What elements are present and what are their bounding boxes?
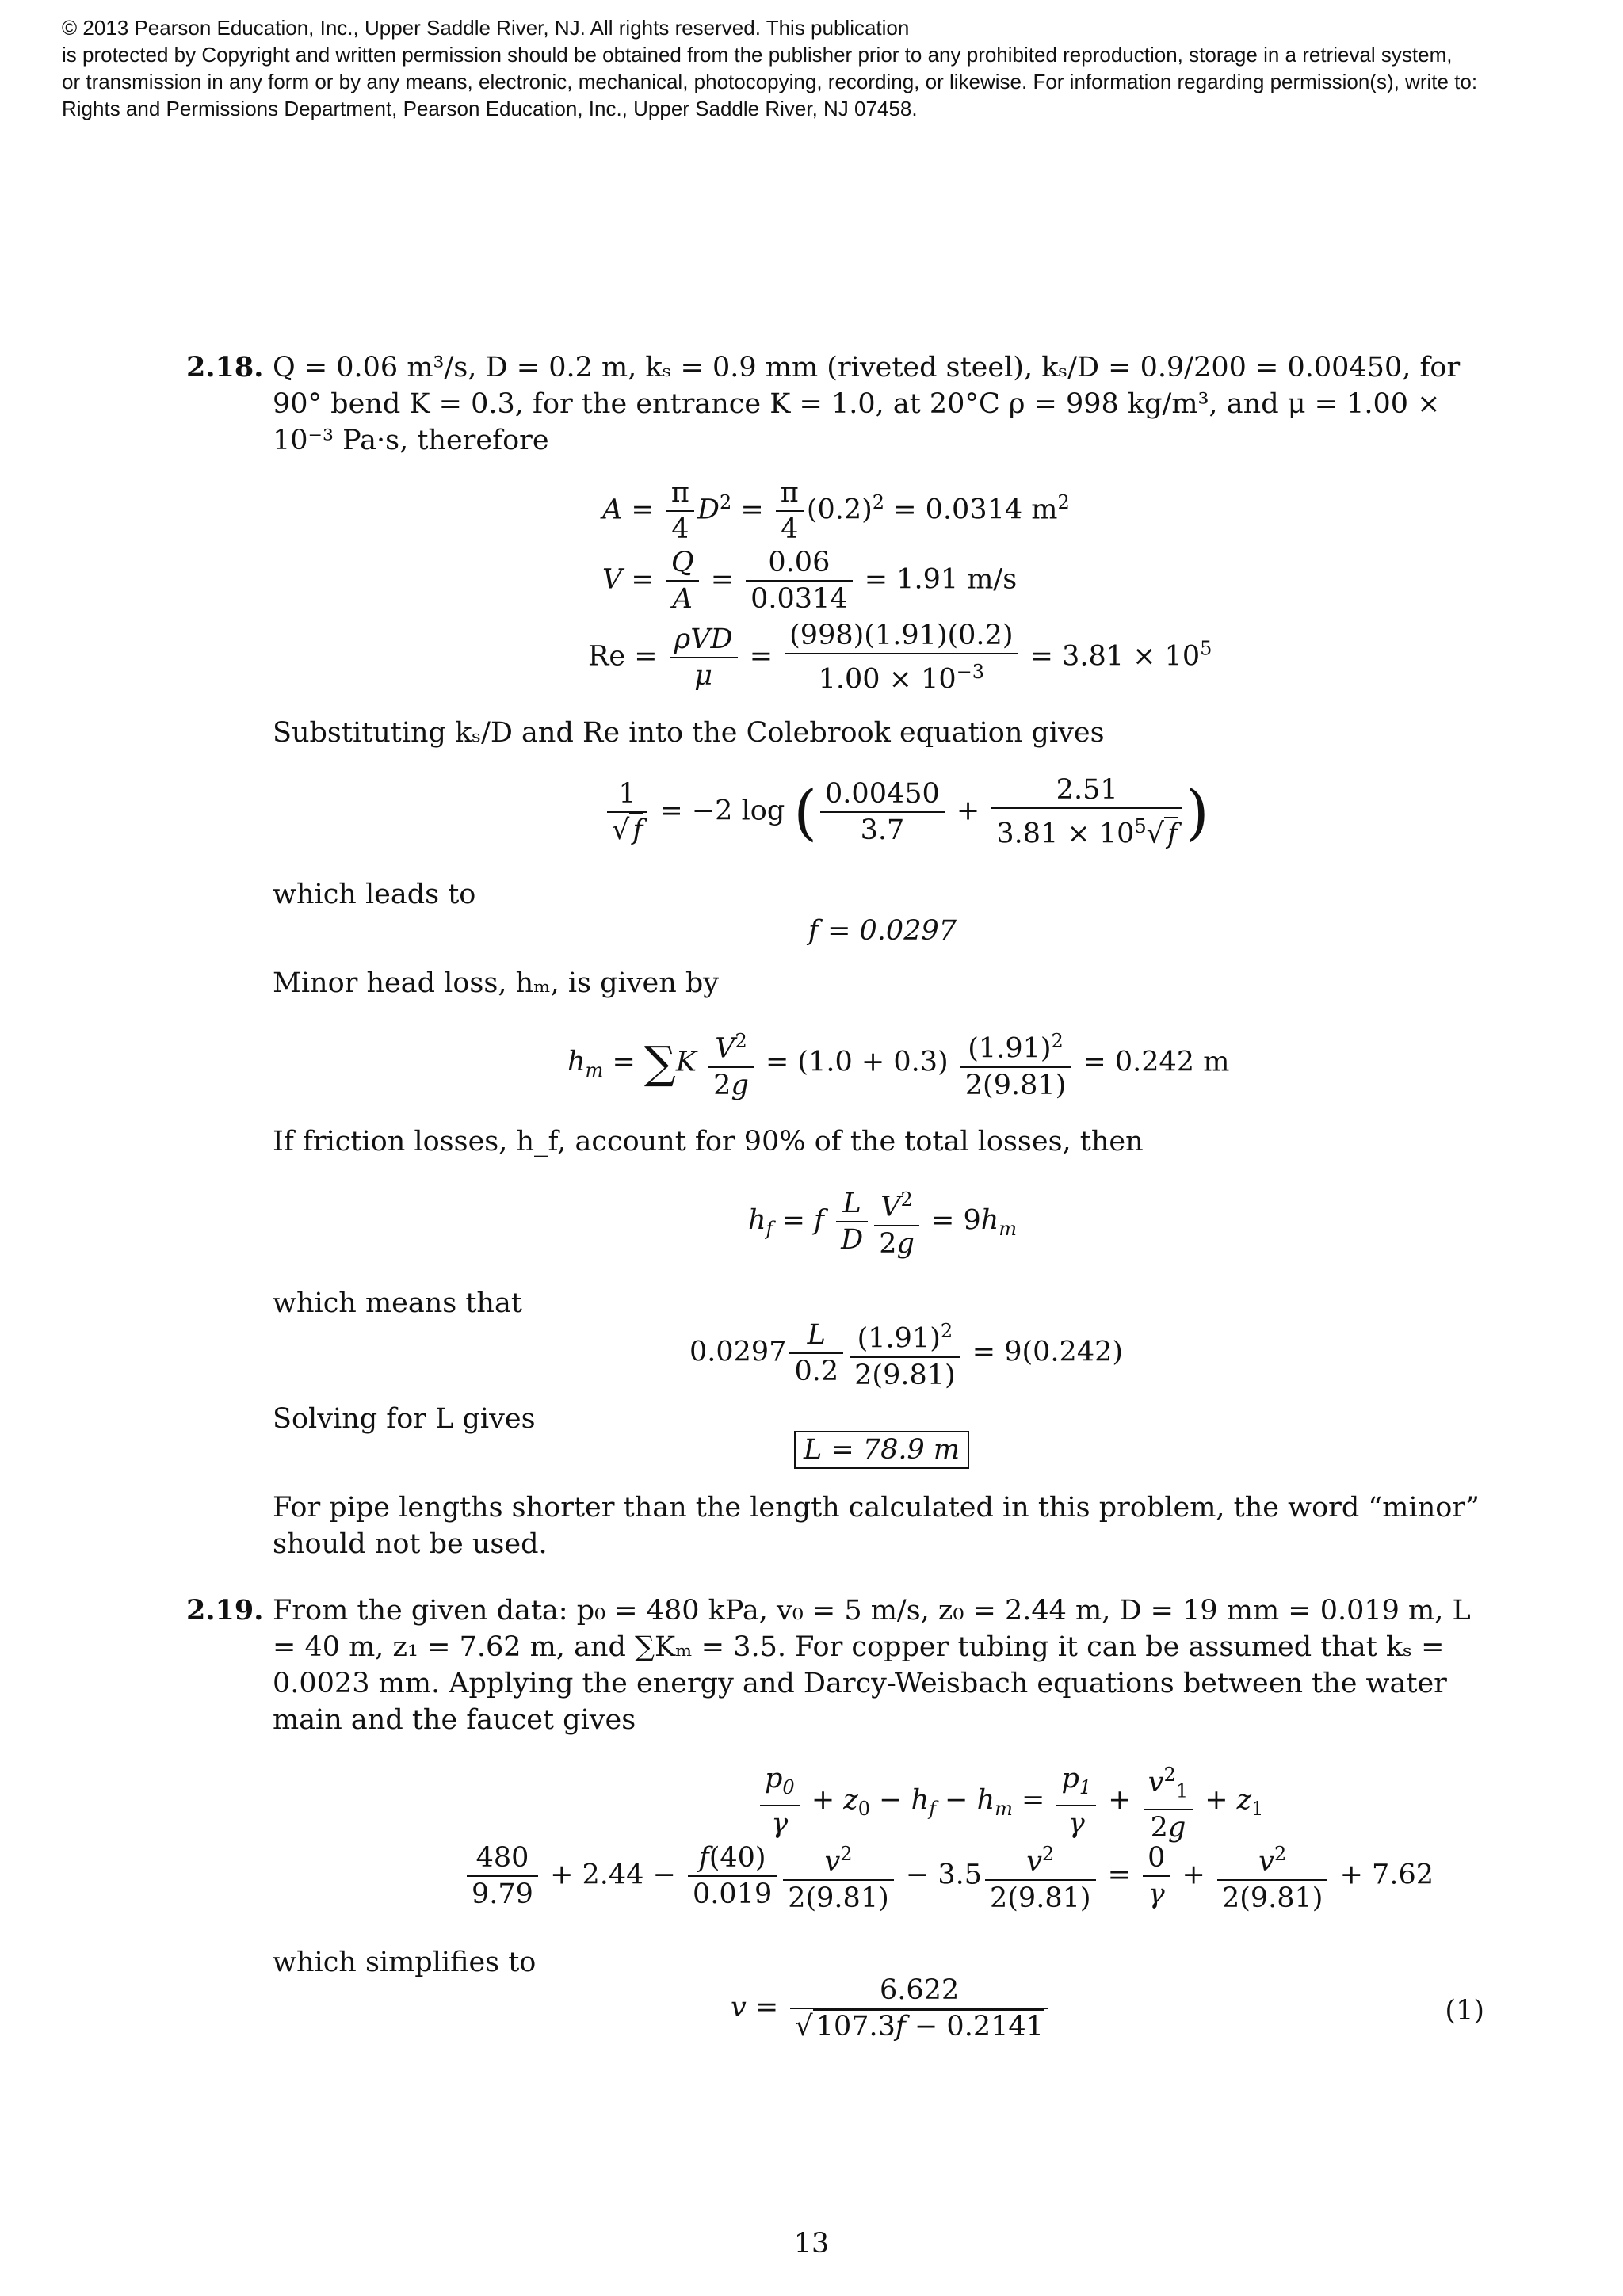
solving-text: Solving for L gives [273, 1403, 536, 1435]
length-equation: 0.0297 $\frac{L}{0.2}$ $\frac{(1.91)^2}{2(9.81)}$ = 9(0.242) [689, 1314, 1123, 1393]
copyright-notice [62, 14, 1583, 122]
leads-to-text: which leads to [273, 879, 476, 910]
problem-number-2-18: 2.18. [186, 351, 264, 383]
problem-2-18-intro: Q = 0.06 m³/s, D = 0.2 m, kₛ = 0.9 mm (riveted steel), kₛ/D = 0.9/200 = 0.00450, for 90° bend K = 0.3, for the entrance K = 1.0, at 20°C ρ = 998 kg/m³, and μ = 1.00 × 10⁻³ Pa·s, therefore [273, 352, 1461, 456]
copyright-line-1: © 2013 Pearson Education, Inc., Upper Saddle River, NJ. All rights reserved. This publication [62, 16, 910, 40]
reynolds-equation: Re = $\frac{\text{ρVD}}{\mu}$ = $\frac{(998)(1.91)(0.2)}{1.00 \times 10^{-3}}$ = $3.81 \times 10^5$ [588, 620, 1212, 696]
length-result-box [794, 1434, 969, 1466]
friction-loss-intro: If friction losses, h_f, account for 90% of the total losses, then [273, 1126, 1144, 1158]
friction-factor-result: f = 0.0297 [808, 915, 957, 947]
problem-2-19-intro: From the given data: p₀ = 480 kPa, v₀ = 5 m/s, z₀ = 2.44 m, D = 19 mm = 0.019 m, L = 40 m, z₁ = 7.62 m, and ∑Kₘ = 3.5. For copper tubing it can be assumed that kₛ = 0.0023 mm. Applying the energy and Darcy-Weisbach equations between the water main and the faucet gives [273, 1595, 1471, 1736]
copyright-line-4: Rights and Permissions Department, Pearson Education, Inc., Upper Saddle River, NJ 07458. [62, 97, 918, 120]
means-that-text: which means that [273, 1287, 522, 1319]
length-result: L = 78.9 m [794, 1431, 969, 1469]
equation-number: (1) [1445, 1995, 1484, 2027]
energy-equation: $\frac{p_0}{\gamma}$ + $z_0 - h_f - h_m$ = $\frac{p_1}{\gamma}$ + $\frac{v^2_1}{2g}$ + $z_1$ [757, 1757, 1263, 1845]
page-number: 13 [793, 2228, 830, 2260]
energy-equation-numeric: $\frac{480}{9.79}$ + 2.44 − $\frac{f(40)}{0.019}$ $\frac{v^2}{2(9.81)}$ − 3.5 $\frac{v^2}{2(9.81)}$ = $\frac{0}{\gamma}$ + $\frac{v^2}{2(9.81)}$ + 7.62 [464, 1836, 1434, 1916]
velocity-result-equation: v = $\frac{6.622}{√ 107.3f - 0.2141}$ [731, 1973, 1052, 2044]
simplifies-text: which simplifies to [273, 1947, 537, 1978]
velocity-equation: V = $\frac{Q}{A}$ = $\frac{0.06}{0.0314}$ = 1.91 m/s [602, 547, 1018, 615]
problem-number-2-19: 2.19. [186, 1594, 264, 1627]
darcy-weisbach-equation: $h_f = f$ $\frac{L}{D}$ $\frac{V^2}{2g}$ = $9h_m$ [748, 1182, 1017, 1261]
colebrook-equation: $\frac{1}{√ f}$ = −2 log ( $\frac{0.00450}{3.7}$ + $\frac{2.51}{3.81 \times 10^5√ f}$ ) [604, 772, 1209, 852]
area-equation: A = $\frac{\pi}{4}$ $D^2$ = $\frac{\pi}{4}$ $(0.2)^2 = 0.0314$ $m^2$ [602, 477, 1070, 545]
copyright-line-3: or transmission in any form or by any means, electronic, mechanical, photocopying, recording, or likewise. For information regarding permission(s), write to: [62, 70, 1478, 93]
minor-loss-intro: Minor head loss, hₘ, is given by [273, 967, 720, 999]
colebrook-intro: Substituting kₛ/D and Re into the Colebrook equation gives [273, 717, 1105, 749]
minor-head-loss-equation: $h_m = \sum K$ $\frac{V^2}{2g}$ = (1.0 + 0.3) $\frac{(1.91)^2}{2(9.81)}$ = 0.242 m [567, 1024, 1229, 1103]
problem-2-18-conclusion: For pipe lengths shorter than the length calculated in this problem, the word “minor” should not be used. [273, 1492, 1480, 1560]
copyright-line-2: is protected by Copyright and written permission should be obtained from the publisher prior to any prohibited reproduction, storage in a retrieval system, [62, 43, 1453, 67]
